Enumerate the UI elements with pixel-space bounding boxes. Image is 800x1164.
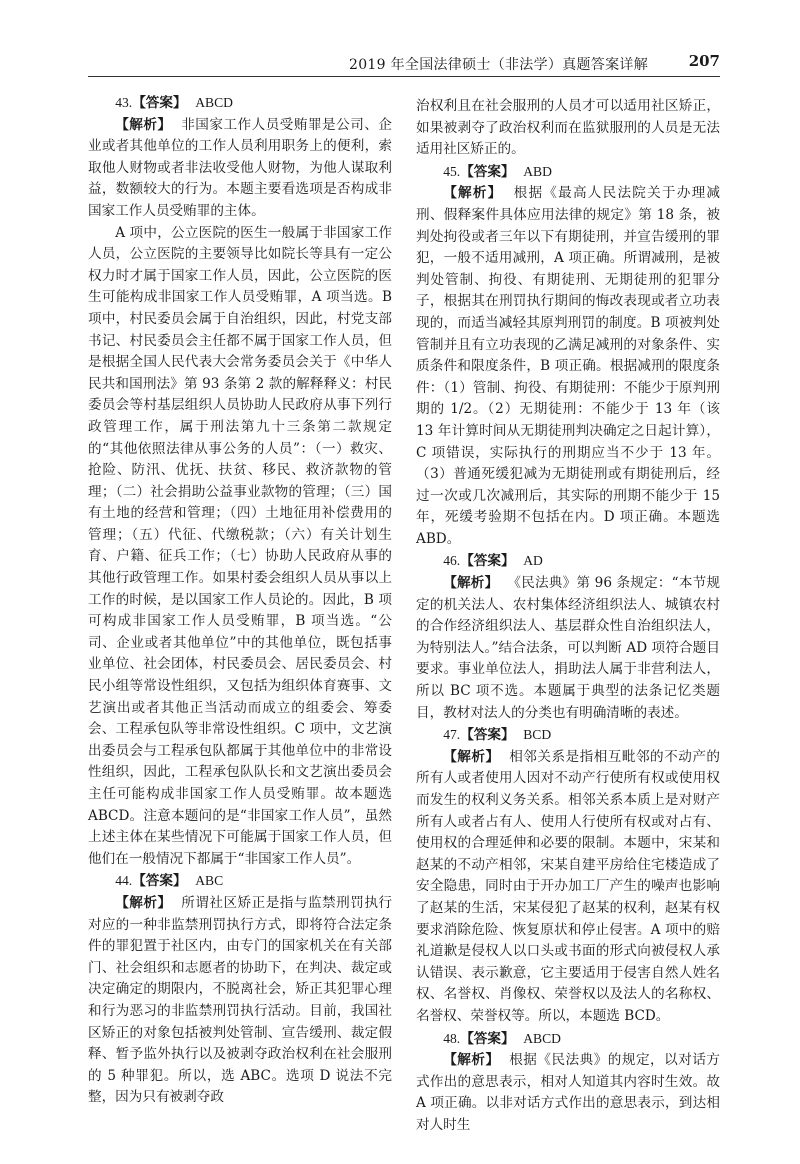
- answer-47: 47.【答案】 BCD: [443, 727, 552, 744]
- analysis-44-continued: 治权利且在社会服刑的人员才可以适用社区矫正，如果被剥夺了政治权利而在监狱服刑的人员是无法适用社区矫正的。: [416, 98, 720, 158]
- analysis-44-p1: 【解析】 所谓社区矫正是指与监禁刑罚执行对应的一种非监禁刑罚执行方式，即将符合法定条件的罪犯置于社区内，由专门的国家机关在有关部门、社会组织和志愿者的协助下，在判决、裁定或决定确定的期限内，不脱离社会，矫正其犯罪心理和行为恶习的非监禁刑罚执行活动。目前，我国社区矫正的对象包括被判处管制、宣告缓刑、裁定假释、暂予监外执行以及被剥夺政治权利在社会服刑的 5 种罪犯。所以，选 ABC。选项 D 说法不完整，因为只有被剥夺政: [88, 894, 393, 1106]
- answer-44: 44.【答案】 ABC: [115, 873, 224, 890]
- running-header: [88, 50, 720, 77]
- answer-48: 48.【答案】 ABCD: [443, 1030, 561, 1047]
- analysis-43-p2: A 项中，公立医院的医生一般属于非国家工作人员，公立医院的主要领导比如院长等具有一定公权力时才属于国家工作人员，因此，公立医院的医生可能构成非国家工作人员受贿罪，A 项当选。B 项中，村民委员会属于自治组织，因此，村党支部书记、村民委员会主任都不属于国家工作人员，但是根据全国人民代表大会常务委员会关于《中华人民共和国刑法》第 93 条第 2 款的解释释义：村民委员会等村基层组织人员协助人民政府从事下列行政管理工作，属于刑法第九十三条第二款规定的“其他依照法律从事公务的人员”：（一）救灾、抢险、防汛、优抚、扶贫、移民、救济款物的管理；（二）社会捐助公益事业款物的管理；（三）国有土地的经营和管理；（四）土地征用补偿费用的管理；（五）代征、代缴税款；（六）有关计划生育、户籍、征兵工作；（七）协助人民政府从事的其他行政管理工作。如果村委会组织人员从事以上工作的时候，是以国家工作人员论的。因此，B 项可构成非国家工作人员受贿罪，B 项当选。“公司、企业或者其他单位”中的其他单位，既包括事业单位、社会团体，村民委员会、居民委员会、村民小组等常设性组织，又包括为组织体育赛事、文艺演出或者其他正当活动而成立的组委会、筹委会、工程承包队等非常设性组织。C 项中，文艺演出委员会与工程承包队都属于其他单位中的非常设性组织，因此，工程承包队队长和文艺演出委员会主任可能构成非国家工作人员受贿罪。故本题选 ABCD。注意本题问的是“非国家工作人员”，虽然上述主体在某些情况下可能属于国家工作人员，但他们在一般情况下都属于“非国家工作人员”。: [88, 224, 392, 867]
- answer-45: 45.【答案】 ABD: [443, 163, 552, 180]
- answer-43: 43.【答案】 ABCD: [115, 95, 233, 111]
- analysis-43-p1: 【解析】 非国家工作人员受贿罪是公司、企业或者其他单位的工作人员利用职务上的便利，索取他人财物或者非法收受他人财物，为他人谋取利益，数额较大的行为。本题主要看选项是否构成非国家工作人员受贿罪的主体。: [88, 116, 393, 219]
- analysis-48-p1: 【解析】 根据《民法典》的规定，以对话方式作出的意思表示，相对人知道其内容时生效。故 A 项正确。以非对话方式作出的意思表示，到达相对人时生: [416, 1052, 721, 1133]
- header-title: 2019 年全国法律硕士（非法学）真题答案详解: [349, 57, 648, 73]
- analysis-46-p1: 【解析】 《民法典》第 96 条规定：“本节规定的机关法人、农村集体经济组织法人、城镇农村的合作经济组织法人、基层群众性自治组织法人，为特别法人。”结合法条，可以判断 AD 项符合题目要求。事业单位法人，捐助法人属于非营利法人，所以 BC 项不选。本题属于典型的法条记忆类题目，教材对法人的分类也有明确清晰的表述。: [416, 575, 720, 721]
- analysis-45-p1: 【解析】 根据《最高人民法院关于办理减刑、假释案件具体应用法律的规定》第 18 条，被判处拘役或者三年以下有期徒刑，并宣告缓刑的罪犯，一般不适用减刑，A 项正确。所谓减刑，是被判处管制、拘役、有期徒刑、无期徒刑的犯罪分子，根据其在刑罚执行期间的悔改表现或者立功表现的，而适当减轻其原判刑罚的制度。B 项被判处管制并且有立功表现的乙满足减刑的对象条件、实质条件和限度条件，B 项正确。根据减刑的限度条件：（1）管制、拘役、有期徒刑：不能少于原判刑期的 1/2。（2）无期徒刑：不能少于 13 年（该 13 年计算时间从无期徒刑判决确定之日起计算），C 项错误，实际执行的刑期应当不少于 13 年。（3）普通死缓犯减为无期徒刑或有期徒刑后，经过一次或几次减刑后，其实际的刑期不能少于 15 年，死缓考验期不包括在内。D 项正确。本题选 ABD。: [416, 185, 721, 547]
- left-column: [88, 92, 392, 1109]
- answer-46: 46.【答案】 AD: [443, 553, 543, 570]
- analysis-47-p1: 【解析】 相邻关系是指相互毗邻的不动产的所有人或者使用人因对不动产行使所有权或使用权而发生的权利义务关系。相邻关系本质上是对财产所有人或者占有人、使用人行使所有权或对占有、使用权的合理延伸和必要的限制。本题中，宋某和赵某的不动产相邻，宋某自建平房给住宅楼造成了安全隐患，同时由于开办加工厂产生的噪声也影响了赵某的生活，宋某侵犯了赵某的权利，赵某有权要求消除危险、恢复原状和停止侵害。A 项中的赔礼道歉是侵权人以口头或书面的形式向被侵权人承认错误、表示歉意，它主要适用于侵害自然人姓名权、名誉权、肖像权、荣誉权以及法人的名称权、名誉权、荣誉权等。所以，本题选 BCD。: [416, 748, 721, 1024]
- page-number: 207: [688, 52, 720, 70]
- right-column: [416, 96, 720, 1137]
